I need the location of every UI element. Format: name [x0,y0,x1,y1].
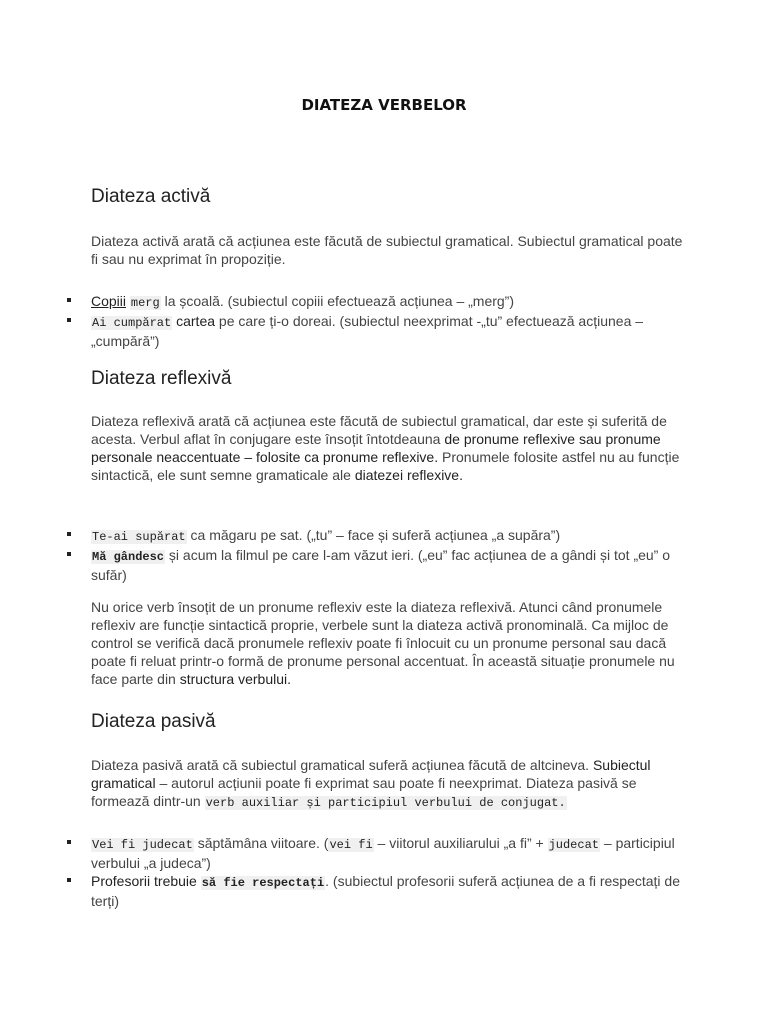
list-item [67,292,687,312]
text-run: diatezei reflexive. [354,467,463,483]
bullet-icon [67,532,71,536]
section-paragraph-passive [91,756,691,812]
bullet-icon [67,878,71,882]
text-run: Profesorii trebuie [91,873,197,889]
list-item [67,872,687,910]
verb-example: să fie respectați [201,876,325,890]
list-item-text [91,835,675,871]
list-item [67,546,687,584]
text-run: structura verbului. [179,671,292,687]
section-paragraph-reflexive-note [91,598,691,688]
document-title: DIATEZA VERBELOR [301,96,467,114]
text-run: arată că subiectul gramatical suferă acțiunea făcută de altcineva. [182,757,593,773]
verb-example: vei fi [329,838,373,852]
text-run: săptămâna viitoare. ( [193,835,329,851]
text-run: arată că acțiunea este făcută de subiectul gramatical, dar este și suferită de acesta. Verbul aflat în conjugare este însoțit întotdeauna [91,413,667,447]
list-item-text [91,293,514,309]
list-item [67,312,687,350]
section-heading-active: Diateza activă [91,186,211,207]
text-run: ca măgaru pe sat. („tu” – face și suferă acțiunea „a supăra”) [186,527,561,543]
bullet-icon [67,318,71,322]
verb-example: judecat [548,838,599,852]
text-run: de pronume reflexive sau pronume personale neaccentuate – folosite ca pronume reflexive. [91,431,661,465]
bullet-list-passive [67,834,687,910]
text-run: . (subiectul profesorii suferă acțiunea de a fi respectați de terți) [91,873,681,909]
section-paragraph-active [91,232,691,268]
verb-example: Ai cumpărat [92,316,172,330]
bullet-icon [67,840,71,844]
text-run: arată că acțiunea este făcută de subiectul gramatical. Subiectul gramatical poate fi sau nu exprimat în propoziție. [91,233,683,267]
text-run: Copiii [91,293,127,309]
verb-example: Te-ai supărat [92,530,186,544]
text-run: Subiectul gramatical [91,757,651,791]
list-item [67,526,687,546]
list-item-text [91,527,560,543]
term-bold: Diateza activă [91,233,179,249]
bullet-icon [67,552,71,556]
text-run: – autorul acțiunii poate fi exprimat sau poate fi neexprimat. Diateza pasivă se formează dintr-un [91,775,637,809]
section-heading-reflexive: Diateza reflexivă [91,368,232,389]
text-run: – participiul verbului „a judeca”) [91,835,675,871]
verb-example: verb auxiliar și participiul verbului de conjugat. [205,796,566,810]
bullet-list-reflexive [67,526,687,584]
list-item [67,834,687,872]
list-item-text [91,873,680,909]
verb-example: Mă gândesc [92,550,165,564]
list-item-text [91,547,670,583]
text-run: la școală. (subiectul copiii efectuează acțiunea – „merg”) [160,293,515,309]
bullet-icon [67,298,71,302]
verb-example: Vei fi judecat [92,838,193,852]
text-run: – viitorul auxiliarului „a fi” + [373,835,548,851]
term-bold: Diateza pasivă [91,757,183,773]
section-heading-passive: Diateza pasivă [91,711,216,732]
text-run: pe care ți-o doreai. (subiectul neexprimat -„tu” efectuează acțiunea – „cumpără”) [91,313,644,349]
section-paragraph-reflexive [91,412,691,484]
text-run: Nu orice verb însoțit de un pronume reflexiv este la diateza reflexivă. Atunci când pronumele reflexiv are funcție sintactică proprie, verbele sunt la diateza activă pronominală. Ca mijloc de control se verifică dacă pronumele reflexiv poate fi înlocuit cu un pronume personal sau dacă poate fi reluat printr-o formă de pronume personal accentuat. În această situație pronumele nu face parte din [91,599,675,687]
text-run: Pronumele folosite astfel nu au funcție sintactică, ele sunt semne gramaticale ale [91,449,680,483]
text-run: cartea [172,313,216,329]
text-run: și acum la filmul pe care l-am văzut ieri. („eu” fac acțiunea de a gândi și tot „eu” o sufăr) [91,547,671,583]
verb-example: merg [130,296,160,310]
list-item-text [91,313,643,349]
term-bold: Diateza reflexivă [91,413,195,429]
bullet-list-active [67,292,687,350]
